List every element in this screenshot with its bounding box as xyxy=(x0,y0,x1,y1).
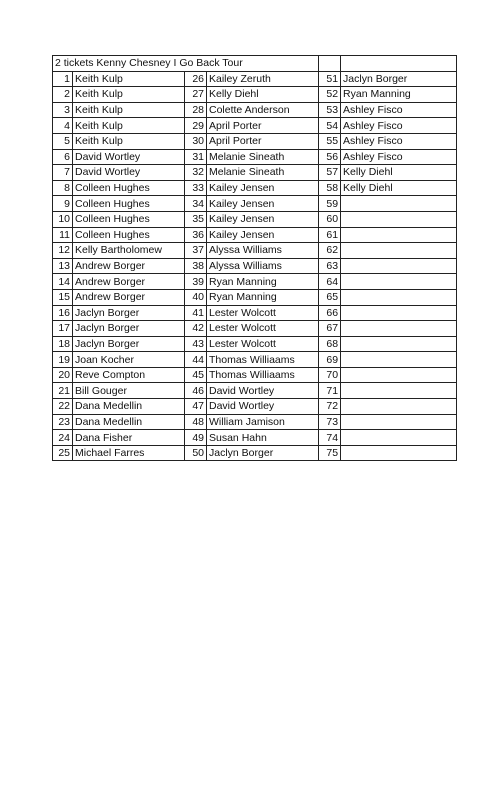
ticket-holder-name: April Porter xyxy=(207,118,319,134)
ticket-holder-name: Kelly Bartholomew xyxy=(73,243,185,259)
ticket-number: 43 xyxy=(185,336,207,352)
ticket-number: 66 xyxy=(319,305,341,321)
ticket-holder-name xyxy=(341,321,457,337)
ticket-table-body xyxy=(53,56,457,461)
table-row xyxy=(53,227,457,243)
ticket-holder-name xyxy=(341,352,457,368)
ticket-number: 9 xyxy=(53,196,73,212)
table-row xyxy=(53,180,457,196)
ticket-number: 15 xyxy=(53,289,73,305)
ticket-number: 57 xyxy=(319,165,341,181)
ticket-number: 30 xyxy=(185,133,207,149)
ticket-holder-name: Colleen Hughes xyxy=(73,227,185,243)
ticket-number: 19 xyxy=(53,352,73,368)
ticket-number: 21 xyxy=(53,383,73,399)
ticket-number: 73 xyxy=(319,414,341,430)
ticket-holder-name xyxy=(341,399,457,415)
ticket-number: 71 xyxy=(319,383,341,399)
ticket-number: 46 xyxy=(185,383,207,399)
title-row-empty-cell xyxy=(319,56,341,72)
ticket-number: 44 xyxy=(185,352,207,368)
table-row xyxy=(53,414,457,430)
ticket-holder-name: Reve Compton xyxy=(73,367,185,383)
ticket-number: 42 xyxy=(185,321,207,337)
ticket-holder-name: Kailey Jensen xyxy=(207,211,319,227)
ticket-holder-name xyxy=(341,211,457,227)
ticket-holder-name: Andrew Borger xyxy=(73,289,185,305)
ticket-holder-name: Keith Kulp xyxy=(73,133,185,149)
ticket-number: 50 xyxy=(185,445,207,461)
ticket-number: 38 xyxy=(185,258,207,274)
ticket-number: 11 xyxy=(53,227,73,243)
ticket-number: 13 xyxy=(53,258,73,274)
ticket-holder-name: Colleen Hughes xyxy=(73,211,185,227)
ticket-holder-name: Lester Wolcott xyxy=(207,336,319,352)
table-row xyxy=(53,274,457,290)
ticket-holder-name: Dana Medellin xyxy=(73,399,185,415)
ticket-holder-name xyxy=(341,274,457,290)
ticket-holder-name: Colleen Hughes xyxy=(73,180,185,196)
table-row xyxy=(53,165,457,181)
ticket-holder-name: Ryan Manning xyxy=(341,87,457,103)
ticket-holder-name: David Wortley xyxy=(73,165,185,181)
ticket-number: 60 xyxy=(319,211,341,227)
table-row xyxy=(53,305,457,321)
ticket-holder-name: Lester Wolcott xyxy=(207,321,319,337)
table-row xyxy=(53,289,457,305)
ticket-number: 51 xyxy=(319,71,341,87)
ticket-number: 47 xyxy=(185,399,207,415)
ticket-holder-name xyxy=(341,305,457,321)
ticket-number: 67 xyxy=(319,321,341,337)
table-row xyxy=(53,133,457,149)
ticket-holder-name: Kelly Diehl xyxy=(341,165,457,181)
table-row xyxy=(53,243,457,259)
ticket-number: 3 xyxy=(53,102,73,118)
ticket-sheet xyxy=(52,55,456,461)
ticket-holder-name: Joan Kocher xyxy=(73,352,185,368)
ticket-number: 10 xyxy=(53,211,73,227)
ticket-holder-name: Dana Fisher xyxy=(73,430,185,446)
ticket-holder-name: Jaclyn Borger xyxy=(207,445,319,461)
ticket-number: 55 xyxy=(319,133,341,149)
ticket-holder-name: Kelly Diehl xyxy=(207,87,319,103)
ticket-number: 17 xyxy=(53,321,73,337)
ticket-holder-name: David Wortley xyxy=(207,383,319,399)
ticket-holder-name: Ashley Fisco xyxy=(341,102,457,118)
ticket-holder-name: Ashley Fisco xyxy=(341,149,457,165)
ticket-number: 34 xyxy=(185,196,207,212)
ticket-holder-name: Andrew Borger xyxy=(73,274,185,290)
ticket-holder-name: April Porter xyxy=(207,133,319,149)
ticket-number: 31 xyxy=(185,149,207,165)
ticket-number: 12 xyxy=(53,243,73,259)
ticket-holder-name: Ryan Manning xyxy=(207,274,319,290)
ticket-number: 7 xyxy=(53,165,73,181)
ticket-holder-name: Colleen Hughes xyxy=(73,196,185,212)
table-row xyxy=(53,87,457,103)
ticket-holder-name: Keith Kulp xyxy=(73,102,185,118)
ticket-holder-name: Kailey Zeruth xyxy=(207,71,319,87)
ticket-holder-name: Kailey Jensen xyxy=(207,227,319,243)
ticket-holder-name: Michael Farres xyxy=(73,445,185,461)
table-row xyxy=(53,352,457,368)
table-row xyxy=(53,118,457,134)
ticket-number: 56 xyxy=(319,149,341,165)
ticket-holder-name: Ryan Manning xyxy=(207,289,319,305)
ticket-number: 2 xyxy=(53,87,73,103)
ticket-number: 25 xyxy=(53,445,73,461)
ticket-holder-name xyxy=(341,367,457,383)
ticket-number: 59 xyxy=(319,196,341,212)
table-row xyxy=(53,102,457,118)
ticket-number: 22 xyxy=(53,399,73,415)
ticket-number: 36 xyxy=(185,227,207,243)
ticket-number: 18 xyxy=(53,336,73,352)
ticket-number: 53 xyxy=(319,102,341,118)
ticket-holder-name: Lester Wolcott xyxy=(207,305,319,321)
ticket-holder-name: Jaclyn Borger xyxy=(341,71,457,87)
table-row xyxy=(53,445,457,461)
ticket-holder-name xyxy=(341,414,457,430)
ticket-number: 63 xyxy=(319,258,341,274)
table-row xyxy=(53,336,457,352)
title-row-empty-cell xyxy=(341,56,457,72)
table-row xyxy=(53,149,457,165)
ticket-number: 4 xyxy=(53,118,73,134)
ticket-number: 75 xyxy=(319,445,341,461)
ticket-number: 16 xyxy=(53,305,73,321)
ticket-holder-name: Kailey Jensen xyxy=(207,196,319,212)
ticket-number: 52 xyxy=(319,87,341,103)
ticket-number: 29 xyxy=(185,118,207,134)
ticket-holder-name: Thomas Williaams xyxy=(207,367,319,383)
ticket-number: 20 xyxy=(53,367,73,383)
ticket-number: 14 xyxy=(53,274,73,290)
table-row xyxy=(53,196,457,212)
ticket-holder-name: David Wortley xyxy=(207,399,319,415)
ticket-number: 74 xyxy=(319,430,341,446)
ticket-holder-name xyxy=(341,227,457,243)
ticket-holder-name: Kailey Jensen xyxy=(207,180,319,196)
ticket-holder-name: Ashley Fisco xyxy=(341,118,457,134)
table-row xyxy=(53,71,457,87)
ticket-holder-name: Dana Medellin xyxy=(73,414,185,430)
ticket-number: 54 xyxy=(319,118,341,134)
ticket-holder-name: Alyssa Williams xyxy=(207,258,319,274)
ticket-number: 68 xyxy=(319,336,341,352)
ticket-holder-name: Bill Gouger xyxy=(73,383,185,399)
ticket-number: 72 xyxy=(319,399,341,415)
ticket-number: 24 xyxy=(53,430,73,446)
ticket-holder-name xyxy=(341,430,457,446)
ticket-holder-name: Alyssa Williams xyxy=(207,243,319,259)
ticket-holder-name xyxy=(341,445,457,461)
ticket-holder-name: Jaclyn Borger xyxy=(73,336,185,352)
table-row xyxy=(53,321,457,337)
ticket-holder-name xyxy=(341,243,457,259)
sheet-title: 2 tickets Kenny Chesney I Go Back Tour xyxy=(53,56,319,72)
ticket-holder-name xyxy=(341,336,457,352)
ticket-holder-name: Jaclyn Borger xyxy=(73,321,185,337)
title-row xyxy=(53,56,457,72)
ticket-number: 61 xyxy=(319,227,341,243)
ticket-number: 1 xyxy=(53,71,73,87)
ticket-number: 65 xyxy=(319,289,341,305)
ticket-number: 58 xyxy=(319,180,341,196)
ticket-holder-name: Jaclyn Borger xyxy=(73,305,185,321)
ticket-number: 39 xyxy=(185,274,207,290)
ticket-number: 35 xyxy=(185,211,207,227)
ticket-number: 70 xyxy=(319,367,341,383)
ticket-holder-name: Thomas Williaams xyxy=(207,352,319,368)
ticket-number: 23 xyxy=(53,414,73,430)
ticket-number: 26 xyxy=(185,71,207,87)
ticket-holder-name: Kelly Diehl xyxy=(341,180,457,196)
ticket-number: 27 xyxy=(185,87,207,103)
table-row xyxy=(53,430,457,446)
ticket-holder-name: Melanie Sineath xyxy=(207,165,319,181)
ticket-holder-name xyxy=(341,196,457,212)
ticket-number: 28 xyxy=(185,102,207,118)
table-row xyxy=(53,211,457,227)
ticket-number: 48 xyxy=(185,414,207,430)
ticket-holder-name: Colette Anderson xyxy=(207,102,319,118)
ticket-holder-name: Keith Kulp xyxy=(73,118,185,134)
ticket-number: 49 xyxy=(185,430,207,446)
ticket-holder-name: Melanie Sineath xyxy=(207,149,319,165)
ticket-holder-name: Keith Kulp xyxy=(73,71,185,87)
ticket-number: 33 xyxy=(185,180,207,196)
ticket-number: 40 xyxy=(185,289,207,305)
ticket-holder-name xyxy=(341,258,457,274)
ticket-number: 32 xyxy=(185,165,207,181)
ticket-number: 62 xyxy=(319,243,341,259)
ticket-holder-name: Andrew Borger xyxy=(73,258,185,274)
table-row xyxy=(53,399,457,415)
ticket-number: 45 xyxy=(185,367,207,383)
ticket-number: 5 xyxy=(53,133,73,149)
ticket-table xyxy=(52,55,457,461)
ticket-holder-name xyxy=(341,383,457,399)
ticket-number: 8 xyxy=(53,180,73,196)
ticket-holder-name: Keith Kulp xyxy=(73,87,185,103)
ticket-holder-name xyxy=(341,289,457,305)
ticket-number: 37 xyxy=(185,243,207,259)
ticket-holder-name: Susan Hahn xyxy=(207,430,319,446)
ticket-number: 6 xyxy=(53,149,73,165)
ticket-number: 64 xyxy=(319,274,341,290)
ticket-holder-name: Ashley Fisco xyxy=(341,133,457,149)
table-row xyxy=(53,367,457,383)
table-row xyxy=(53,258,457,274)
ticket-holder-name: David Wortley xyxy=(73,149,185,165)
ticket-holder-name: William Jamison xyxy=(207,414,319,430)
ticket-number: 41 xyxy=(185,305,207,321)
table-row xyxy=(53,383,457,399)
ticket-number: 69 xyxy=(319,352,341,368)
